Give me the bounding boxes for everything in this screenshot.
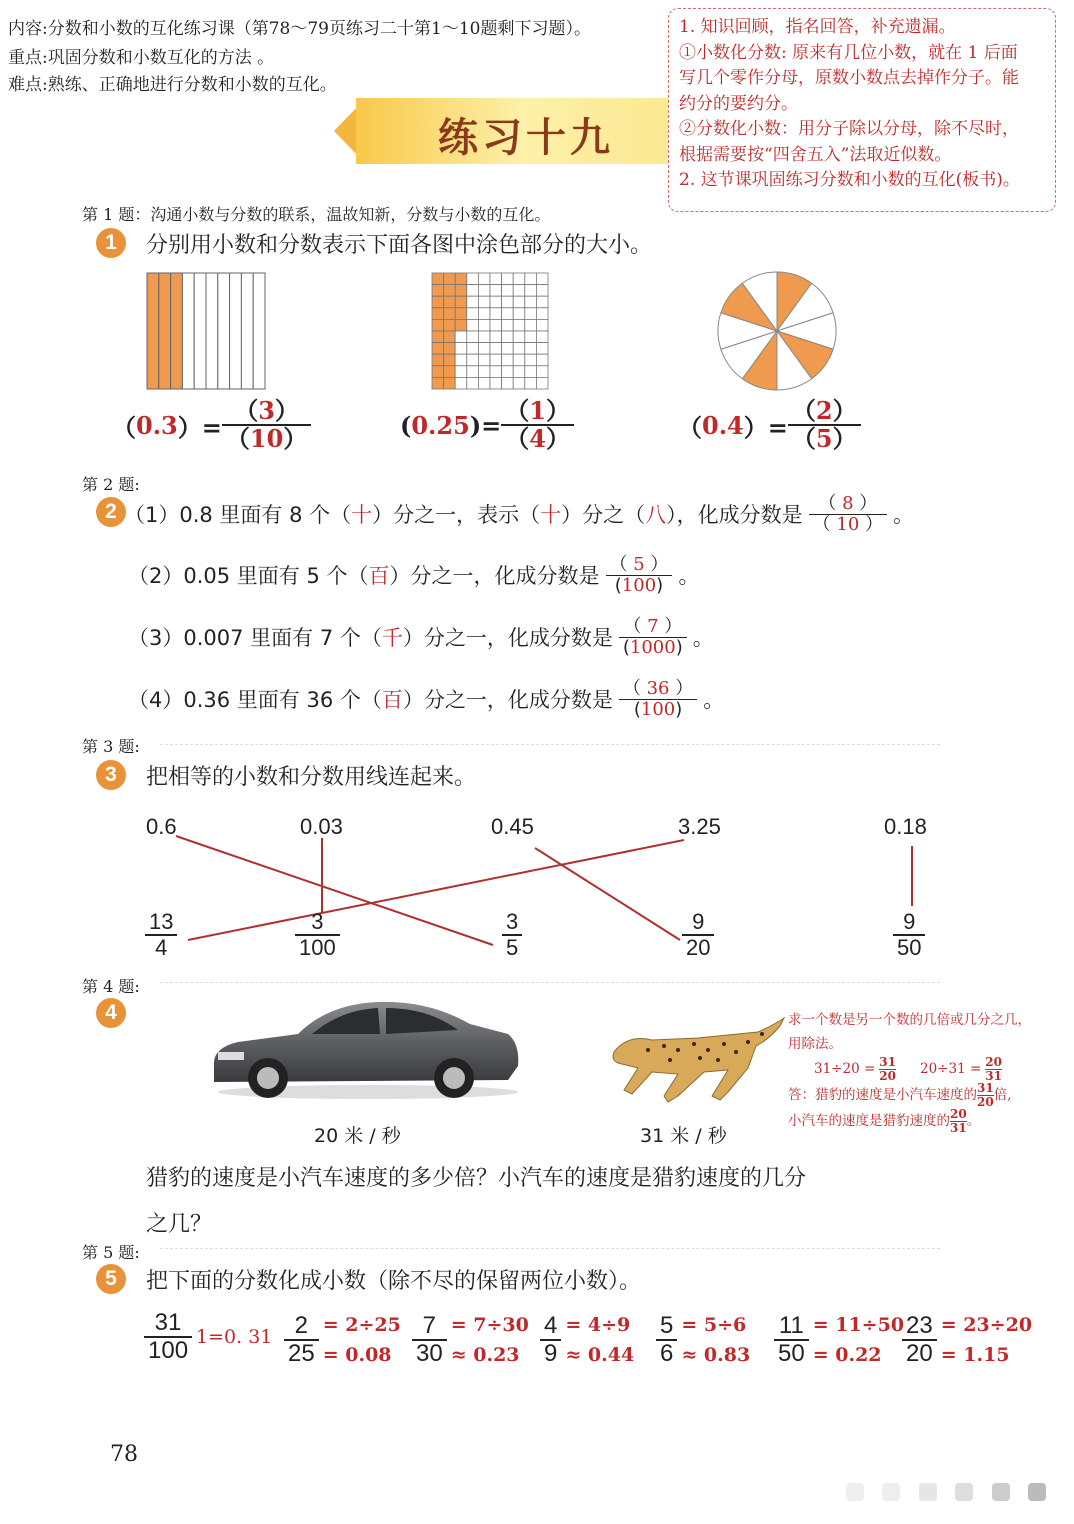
difficulty-text: 熟练、正确地进行分数和小数的互化。 xyxy=(47,75,337,95)
difficulty-label: 难点: xyxy=(8,75,48,95)
q5-item-1-result: 1=0. 31 xyxy=(196,1326,273,1349)
q1-answer-3: （ 0.4 ）= $\frac{(2)}{(5)}$ xyxy=(678,398,861,453)
q4-note-eq-1-den: 20 xyxy=(879,1068,896,1083)
q2-item-2-num: 5 xyxy=(633,554,645,575)
q2-item-1-den: 10 xyxy=(836,513,860,535)
q4-note-eq-2-den: 31 xyxy=(985,1068,1002,1083)
q4-note-answer-1-den: 20 xyxy=(977,1094,994,1109)
car-speed: 20 米 / 秒 xyxy=(314,1125,401,1147)
q1-answer-1-den: 10 xyxy=(249,424,284,454)
q2-item-3-a: （3）0.007 里面有 7 个（ xyxy=(128,626,382,651)
q2-item-2-a: （2）0.05 里面有 5 个（ xyxy=(128,564,369,589)
q1-answer-1-num: 3 xyxy=(258,396,275,425)
q4-note-answer-2-num: 20 xyxy=(950,1107,967,1122)
q3-badge: 3 xyxy=(96,760,126,790)
q4-question-line-2: 之几？ xyxy=(146,1212,213,1237)
q4-note-answer-1-fraction xyxy=(977,1082,994,1108)
q2-item-4-c: ）分之一，化成分数是 xyxy=(402,688,613,713)
match-line-0-45 xyxy=(535,848,680,940)
q4-note-eq-2-num: 20 xyxy=(985,1055,1002,1069)
q4-note-equations xyxy=(788,1056,1031,1082)
q5-item-4-num: 4 xyxy=(544,1311,558,1339)
review-line-7: 2. 这节课巩固练习分数和小数的互化(板书)。 xyxy=(679,170,1020,190)
q4-note-line-1: 求一个数是另一个数的几倍或几分之几， xyxy=(788,1012,1031,1028)
q3-fraction-2-den: 100 xyxy=(299,935,336,961)
q5-item-6-line-1: = 11÷50 xyxy=(812,1314,905,1336)
q2-item-1-f: 八 xyxy=(645,503,667,528)
q1-answer-2-fraction: $\frac{(1)}{(4)}$ xyxy=(501,398,574,453)
review-line-6: 根据需要按“四舍五入”法取近似数。 xyxy=(679,144,952,165)
q2-item-3-fraction: $\frac{( 7 )}{(1000)}$ xyxy=(619,617,687,658)
page-number: 78 xyxy=(110,1442,138,1467)
q4-note-eq-1-num: 31 xyxy=(879,1055,896,1069)
q5-item-2-fraction xyxy=(284,1313,319,1368)
q2-item-1-fraction: $\frac{( 8 )}{( 10 )}$ xyxy=(809,494,887,535)
q4-note-answer-1-num: 31 xyxy=(977,1081,994,1096)
q5-item-4-line-1: = 4÷9 xyxy=(565,1314,631,1336)
q4-note-answer-2-fraction xyxy=(950,1108,967,1134)
q2-item-1-b: 十 xyxy=(351,503,373,528)
q5-item-2-den: 25 xyxy=(288,1340,315,1367)
q3-fraction-5-den: 50 xyxy=(897,935,922,961)
banner-title: 练习十九 xyxy=(438,114,614,161)
q3-fraction-1 xyxy=(145,910,177,960)
q4-note xyxy=(788,1008,1031,1135)
q4-note-answer-2-den: 31 xyxy=(950,1120,967,1135)
q3-fraction-5-num: 9 xyxy=(903,909,916,934)
more-dots-icon[interactable] xyxy=(846,1480,1046,1504)
q5-item-4-fraction xyxy=(540,1313,561,1368)
q1-answer-2-den: 4 xyxy=(529,424,546,454)
content-label: 内容: xyxy=(8,19,48,39)
q3-fraction-1-num: 13 xyxy=(149,909,174,934)
q5-divider xyxy=(160,1248,940,1249)
q2-item-3-num: 7 xyxy=(647,616,659,637)
q5-item-7-fraction xyxy=(902,1313,937,1368)
q3-decimal-5: 0.18 xyxy=(884,814,927,839)
q2-item-2-b: 百 xyxy=(368,564,390,589)
q2-item-2-c: ）分之一，化成分数是 xyxy=(389,564,600,589)
q4-note-answer-2 xyxy=(788,1108,1031,1134)
q1-answer-2-num: 1 xyxy=(529,396,546,425)
q2-item-3-end: 。 xyxy=(692,626,714,651)
q3-decimal-2: 0.03 xyxy=(300,814,343,839)
q2-item-4-end: 。 xyxy=(703,688,725,713)
q3-fraction-2-num: 3 xyxy=(311,909,324,934)
q5-item-5-den: 6 xyxy=(660,1340,674,1367)
q5-head: 第 5 题: xyxy=(82,1243,140,1262)
focus-text: 巩固分数和小数互化的方法 。 xyxy=(47,48,275,68)
q3-fraction-4-num: 9 xyxy=(692,909,705,934)
q1-answer-3-num: 2 xyxy=(815,396,833,425)
q4-note-answer-1-end: 倍, xyxy=(993,1087,1012,1104)
q3-fraction-5 xyxy=(893,910,925,960)
q5-item-5 xyxy=(656,1310,750,1370)
q2-item-1-e: ）分之（ xyxy=(561,503,646,528)
q4-badge: 4 xyxy=(96,998,126,1028)
q3-fraction-4-den: 20 xyxy=(686,935,711,961)
q5-item-6-line-2: = 0.22 xyxy=(812,1344,882,1366)
q3-text: 把相等的小数和分数用线连起来。 xyxy=(146,765,477,790)
review-line-5: ②分数化小数：用分子除以分母，除不尽时， xyxy=(679,119,1019,139)
q3-head: 第 3 题: xyxy=(82,737,140,756)
q2-item-1-d: 十 xyxy=(540,503,562,528)
q3-fraction-1-den: 4 xyxy=(155,935,168,961)
q4-note-line-2: 用除法。 xyxy=(788,1036,842,1052)
q5-item-5-num: 5 xyxy=(660,1311,674,1339)
q4-head: 第 4 题: xyxy=(82,977,140,996)
q5-item-3-num: 7 xyxy=(422,1311,437,1339)
q3-fraction-2 xyxy=(295,910,340,960)
q2-item-1-end: 。 xyxy=(893,503,915,528)
q5-item-1-den: 100 xyxy=(148,1337,189,1365)
cheetah-image xyxy=(608,1012,788,1110)
review-line-2: ①小数化分数: 原来有几位小数，就在 1 后面 xyxy=(679,42,1018,63)
q1-badge: 1 xyxy=(96,228,126,258)
q2-badge: 2 xyxy=(96,497,126,527)
q2-item-2-fraction: $\frac{( 5 )}{(100)}$ xyxy=(606,555,673,596)
q5-item-2-line-1: = 2÷25 xyxy=(322,1314,401,1336)
q2-item-1-c: ）分之一，表示（ xyxy=(372,503,541,528)
q4-divider xyxy=(160,982,940,983)
q5-item-3-line-2: ≈ 0.23 xyxy=(450,1344,520,1366)
q3-decimal-1: 0.6 xyxy=(146,814,177,839)
q5-item-2-line-2: = 0.08 xyxy=(322,1344,392,1366)
q4-question-line-1: 猎豹的速度是小汽车速度的多少倍？小汽车的速度是猎豹速度的几分 xyxy=(146,1166,807,1191)
q4-note-answer-2-end: 。 xyxy=(966,1113,981,1130)
q4-note-eq-1-fraction xyxy=(879,1056,896,1082)
cheetah-speed: 31 米 / 秒 xyxy=(640,1125,727,1147)
q5-item-4 xyxy=(540,1310,634,1370)
content-text: 分数和小数的互化练习课（第78～79页练习二十第1～10题剩下习题）。 xyxy=(47,19,591,39)
q5-item-1-fraction xyxy=(144,1310,192,1365)
q5-item-2 xyxy=(284,1310,401,1370)
q5-text: 把下面的分数化成小数（除不尽的保留两位小数）。 xyxy=(146,1269,642,1294)
q1-answer-3-fraction: $\frac{(2)}{(5)}$ xyxy=(788,398,861,453)
q4-note-answer-1 xyxy=(788,1082,1031,1108)
car-image xyxy=(208,996,522,1104)
q2-item-1-num: 8 xyxy=(842,493,854,514)
q5-item-7-num: 23 xyxy=(906,1311,933,1339)
q5-item-3-den: 30 xyxy=(416,1340,443,1367)
q1-answer-2: ( 0.25 )= $\frac{(1)}{(4)}$ xyxy=(400,398,574,453)
q2-item-3-b: 千 xyxy=(381,626,403,651)
q5-item-4-line-2: ≈ 0.44 xyxy=(565,1344,635,1366)
q5-item-5-line-1: = 5÷6 xyxy=(681,1314,747,1336)
q5-item-7-line-1: = 23÷20 xyxy=(940,1314,1033,1336)
q2-head: 第 2 题: xyxy=(82,475,140,494)
q1-answer-2-decimal: 0.25 xyxy=(411,410,470,440)
q2-item-1-g: ），化成分数是 xyxy=(666,503,803,528)
q4-note-eq-1: 31÷20 = xyxy=(814,1061,876,1078)
focus-label: 重点: xyxy=(8,48,48,68)
q2-item-4-num: 36 xyxy=(646,678,670,699)
q5-badge: 5 xyxy=(96,1264,126,1294)
q3-fraction-3-num: 3 xyxy=(506,909,519,934)
q3-decimal-3: 0.45 xyxy=(491,814,534,839)
q2-item-4-fraction: $\frac{( 36 )}{(100)}$ xyxy=(619,679,697,720)
q5-item-7 xyxy=(902,1310,1032,1370)
q2-item-2-end: 。 xyxy=(678,564,700,589)
q3-fraction-3 xyxy=(502,910,522,960)
q1-answer-3-den: 5 xyxy=(815,424,833,454)
review-line-3: 写几个零作分母，原数小数点去掉作分子。能 xyxy=(679,68,1019,88)
q5-item-6-fraction xyxy=(774,1313,809,1368)
q2-item-1-a: （1）0.8 里面有 8 个（ xyxy=(124,503,352,528)
q1-answer-1: （ 0.3 ）= $\frac{(3)}{(10)}$ xyxy=(112,398,311,453)
q5-item-7-line-2: = 1.15 xyxy=(940,1344,1010,1366)
q5-item-3-fraction xyxy=(412,1313,447,1368)
q5-item-3 xyxy=(412,1310,529,1370)
q5-item-1-num: 31 xyxy=(154,1309,182,1336)
q1-head: 第 1 题：沟通小数与分数的联系，温故知新，分数与小数的互化。 xyxy=(82,205,551,224)
q2-item-3-den: 1000 xyxy=(629,636,676,658)
q2-item-3-c: ）分之一，化成分数是 xyxy=(402,626,613,651)
q4-note-answer-1-text: 答：猎豹的速度是小汽车速度的 xyxy=(788,1087,977,1104)
q4-note-answer-2-text: 小汽车的速度是猎豹速度的 xyxy=(788,1113,950,1130)
q1-answer-3-decimal: 0.4 xyxy=(702,410,744,440)
q1-answer-1-decimal: 0.3 xyxy=(136,410,178,440)
q1-answer-1-fraction: $\frac{(3)}{(10)}$ xyxy=(222,398,311,453)
q2-item-4-den: 100 xyxy=(640,698,676,720)
q5-item-5-line-2: ≈ 0.83 xyxy=(681,1344,751,1366)
q5-item-5-fraction xyxy=(656,1313,677,1368)
q3-fraction-3-den: 5 xyxy=(506,935,519,961)
q5-item-2-num: 2 xyxy=(294,1311,309,1339)
q3-decimal-4: 3.25 xyxy=(678,814,721,839)
review-line-4: 约分的要约分。 xyxy=(679,93,798,114)
q2-item-2-den: 100 xyxy=(621,574,657,596)
q5-item-6-num: 11 xyxy=(778,1311,804,1339)
q5-item-6 xyxy=(774,1310,904,1370)
q2-item-4-a: （4）0.36 里面有 36 个（ xyxy=(128,688,382,713)
q5-item-4-den: 9 xyxy=(544,1340,558,1367)
q3-fraction-4 xyxy=(682,910,714,960)
q5-item-7-den: 20 xyxy=(906,1340,933,1367)
review-line-1: 1. 知识回顾，指名回答，补充遗漏。 xyxy=(679,17,956,37)
q4-note-eq-2-fraction xyxy=(985,1056,1002,1082)
q1-text: 分别用小数和分数表示下面各图中涂色部分的大小。 xyxy=(146,233,653,258)
q5-item-3-line-1: = 7÷30 xyxy=(450,1314,529,1336)
q2-item-4-b: 百 xyxy=(381,688,403,713)
q5-item-6-den: 50 xyxy=(778,1340,805,1367)
q5-item-1 xyxy=(144,1310,272,1365)
q4-note-eq-2: 20÷31 = xyxy=(919,1061,982,1078)
